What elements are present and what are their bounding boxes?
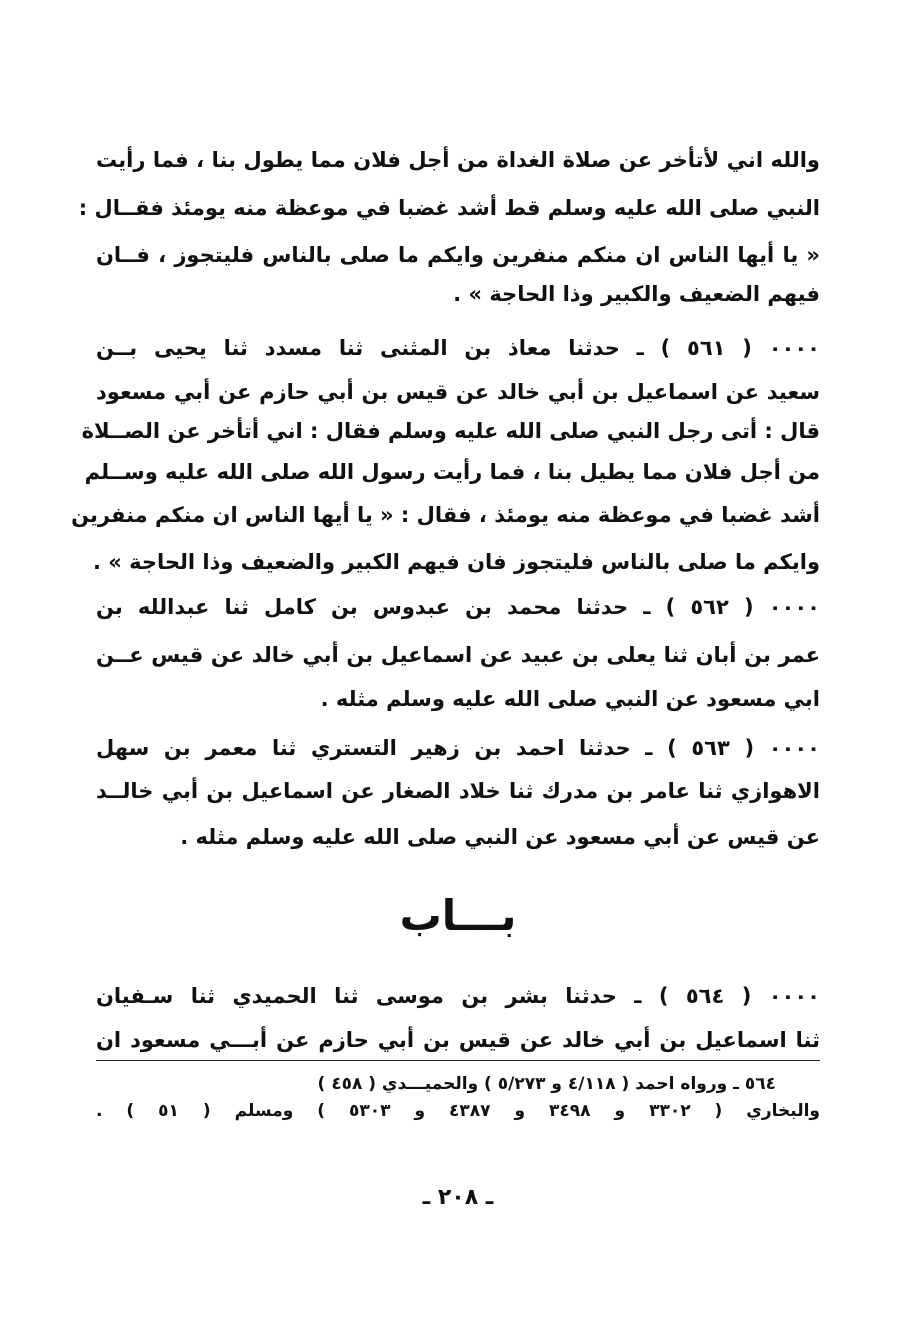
page-number: ـ ٢٠٨ ـ [422, 1185, 494, 1210]
text-line: أشد غضبا في موعظة منه يومئذ ، فقال : « يا أيها الناس ان منكم منفرين [71, 503, 820, 527]
text-line: من أجل فلان مما يطيل بنا ، فما رأيت رسول الله صلى الله عليه وســلم [84, 460, 820, 484]
hadith-564-first-line: ٠٠٠٠ ( ٥٦٤ ) ـ حدثنا بشر بن موسى ثنا الحميدي ثنا سـفيان [96, 984, 820, 1008]
text-line: النبي صلى الله عليه وسلم قط أشد غضبا في موعظة منه يومئذ فقــال : [78, 196, 820, 220]
text-line: سعيد عن اسماعيل بن أبي خالد عن قيس بن أبي حازم عن أبي مسعود [96, 380, 820, 404]
hadith-563-first-line: ٠٠٠٠ ( ٥٦٣ ) ـ حدثنا احمد بن زهير التستري ثنا معمر بن سهل [96, 736, 820, 760]
footnote-divider [96, 1060, 820, 1061]
text-line: عمر بن أبان ثنا يعلى بن عبيد عن اسماعيل بن أبي خالد عن قيس عــن [96, 643, 820, 667]
text-line: « يا أيها الناس ان منكم منفرين وايكم ما صلى بالناس فليتجوز ، فــان [96, 243, 820, 267]
text-line: ابي مسعود عن النبي صلى الله عليه وسلم مثله . [320, 687, 820, 711]
footnote-line: ٥٦٤ ـ ورواه احمد ( ٤/١١٨ و ٥/٢٧٣ ) والحميـــدي ( ٤٥٨ ) [317, 1074, 776, 1094]
text-line: فيهم الضعيف والكبير وذا الحاجة » . [453, 282, 820, 306]
hadith-562-first-line: ٠٠٠٠ ( ٥٦٢ ) ـ حدثنا محمد بن عبدوس بن كامل ثنا عبدالله بن [96, 595, 820, 619]
text-line: ثنا اسماعيل بن أبي خالد عن قيس بن أبي حازم عن أبـــي مسعود ان [96, 1028, 820, 1052]
text-line: وايكم ما صلى بالناس فليتجوز فان فيهم الكبير والضعيف وذا الحاجة » . [92, 550, 820, 574]
text-line: عن قيس عن أبي مسعود عن النبي صلى الله عليه وسلم مثله . [180, 825, 820, 849]
chapter-heading: بـــاب [399, 891, 517, 940]
text-line: قال : أتى رجل النبي صلى الله عليه وسلم فقال : اني أتأخر عن الصــلاة [81, 419, 820, 443]
text-line: والله اني لأتأخر عن صلاة الغداة من أجل فلان مما يطول بنا ، فما رأيت [96, 148, 820, 172]
footnote-line: والبخاري ( ٣٣٠٢ و ٣٤٩٨ و ٤٣٨٧ و ٥٣٠٣ ) ومسلم ( ٥١ ) . [96, 1101, 820, 1121]
text-line: الاهوازي ثنا عامر بن مدرك ثنا خلاد الصغار عن اسماعيل بن أبي خالــد [96, 779, 820, 803]
hadith-561-first-line: ٠٠٠٠ ( ٥٦١ ) ـ حدثنا معاذ بن المثنى ثنا مسدد ثنا يحيى بــن [96, 336, 820, 360]
